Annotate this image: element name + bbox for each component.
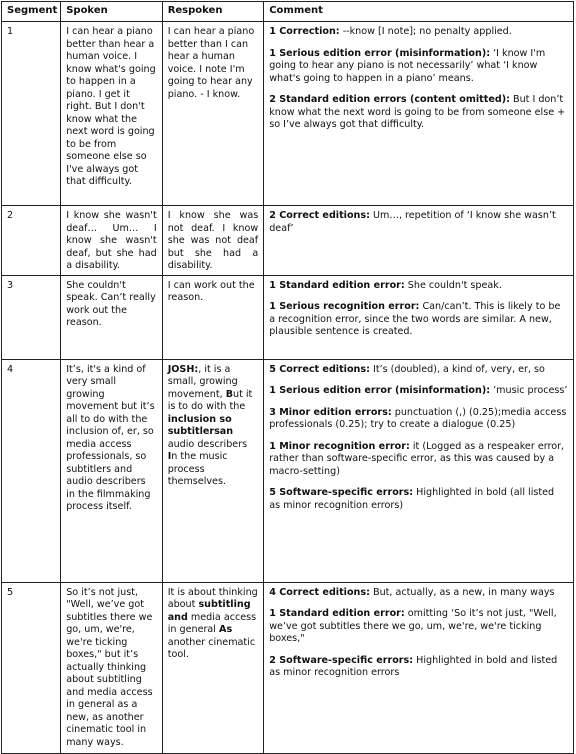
- comment-label: 1 Standard edition error:: [269, 608, 405, 619]
- comment-label: 1 Serious recognition error:: [269, 301, 420, 312]
- table-row: [2, 275, 574, 359]
- comment-text: --know [I note]; no penalty applied.: [339, 26, 512, 37]
- comment-text: it (Logged as a respeaker error, rather than software-specific error, as this was caused by a macro-setting): [269, 440, 565, 477]
- segment-cell: [2, 22, 61, 206]
- comment-entry: [269, 301, 568, 339]
- respoken-fragment: It is about thinking about: [167, 586, 258, 610]
- comment-entry: [269, 655, 568, 680]
- comment-label: 5 Software-specific errors:: [269, 487, 414, 498]
- header-comment: Comment: [264, 2, 574, 22]
- comment-label: 1 Serious edition error (misinformation):: [269, 385, 491, 396]
- comment-cell: [264, 206, 574, 276]
- table-row: [2, 22, 574, 206]
- comment-text: omitting ‘So it’s not just, "Well, we’ve got subtitles there we go, um, we're, we're ticking boxes,": [269, 608, 557, 644]
- respoken-fragment: n the music process themselves.: [167, 451, 228, 487]
- segment-number: 3: [7, 279, 14, 291]
- respoken-bold-fragment: subtitling and: [167, 599, 251, 623]
- respoken-bold-fragment: inclusion so subtitlersan: [167, 413, 234, 437]
- comment-text: But I don’t know what the next word is going to be from someone else + so I’ve always got that difficulty.: [269, 94, 566, 130]
- respoken-cell: [162, 582, 264, 753]
- segment-cell: [2, 206, 61, 276]
- comment-entry: [269, 608, 568, 646]
- respoken-text: I know she was not deaf. I know she was not deaf but she had a disability.: [167, 210, 259, 271]
- comment-text: She couldn't speak.: [404, 279, 502, 291]
- table-header-row: [2, 2, 574, 22]
- comment-text: ‘I know I'm going to hear any piano is not necessarily’ what ‘I know what's going to happen in a piano’ means.: [269, 47, 546, 84]
- comment-entry: [269, 441, 568, 479]
- comment-text: punctuation (,) (0.25);media access professionals (0.25); try to create a dialogue (0.25): [269, 406, 567, 430]
- respoken-bold-fragment: As: [219, 624, 233, 635]
- segment-cell: [2, 275, 61, 359]
- comment-label: 4 Correct editions:: [269, 586, 370, 598]
- respoken-fragment: audio describers: [167, 438, 248, 450]
- spoken-cell: [61, 275, 163, 359]
- respoken-text: [168, 587, 259, 662]
- segment-cell: [2, 359, 61, 582]
- respoken-text: I can work out the reason.: [167, 279, 255, 303]
- comment-entry: [269, 407, 568, 432]
- spoken-text: She couldn't speak. Can’t really work out the reason.: [66, 279, 156, 328]
- spoken-text: I can hear a piano better than hear a human voice. I know what's going to happen in a piano. I get it right. But I don't know what the next word is going to be from someone else so I've always got that difficulty.: [66, 26, 156, 187]
- header-respoken: Respoken: [162, 2, 264, 22]
- comment-text: It’s (doubled), a kind of, very, er, so: [369, 363, 545, 375]
- spoken-cell: [61, 359, 163, 582]
- comment-cell: [264, 22, 574, 206]
- comment-entry: [269, 26, 568, 39]
- comment-text: Um…, repetition of ‘I know she wasn’t deaf’: [269, 210, 556, 234]
- respoken-bold-fragment: B: [225, 388, 233, 400]
- comment-label: 2 Correct editions:: [269, 210, 370, 221]
- header-spoken: Spoken: [61, 2, 163, 22]
- respoken-bold-fragment: JOSH:: [167, 363, 199, 375]
- comment-label: 3 Minor edition errors:: [269, 406, 392, 418]
- respoken-fragment: another cinematic tool.: [167, 636, 256, 660]
- segment-number: 5: [7, 586, 14, 598]
- segment-number: 2: [7, 210, 14, 221]
- spoken-text: It’s, it's a kind of very small growing movement but it’s all to do with the inclusion of, er, so media access professionals, so subtitlers and audio describers in the filmmaking process itself.: [66, 363, 155, 512]
- comment-cell: [264, 359, 574, 582]
- comment-label: 1 Minor recognition error:: [269, 440, 410, 452]
- comment-cell: [264, 582, 574, 753]
- respoken-cell: [162, 206, 264, 276]
- comment-label: 1 Correction:: [269, 26, 340, 37]
- table-row: [2, 206, 574, 276]
- respoken-text: I can hear a piano better than I can hear a human voice. I note I'm going to hear any piano. - I know.: [167, 26, 255, 100]
- segment-number: 1: [7, 26, 14, 37]
- comment-text: Can/can’t. This is likely to be a recognition error, since the two words are similar. A new, plausible sentence is created.: [269, 301, 561, 337]
- comment-text: Highlighted in bold and listed as minor recognition errors: [269, 654, 558, 678]
- respoken-cell: [162, 22, 264, 206]
- comment-entry: [269, 587, 568, 600]
- respoken-bold-fragment: I: [167, 451, 172, 462]
- comment-cell: [264, 275, 574, 359]
- spoken-text: I know she wasn't deaf… Um… I know she wasn't deaf, but she had a disability.: [66, 210, 157, 271]
- respoken-cell: [162, 359, 264, 582]
- comment-label: 2 Standard edition errors (content omitted):: [269, 94, 510, 105]
- comment-label: 1 Standard edition error:: [269, 279, 405, 291]
- comment-entry: [269, 48, 568, 86]
- respoken-fragment: ut it is to do with the: [167, 388, 253, 412]
- comment-text: But, actually, as a new, in many ways: [369, 586, 555, 598]
- spoken-text: So it’s not just, "Well, we’ve got subtitles there we go, um, we're, we're ticking boxes," but it’s actually thinking about subtitling and media access in general as a new, as another cinematic tool in many ways.: [66, 586, 153, 748]
- comment-text: Highlighted in bold (all listed as minor recognition errors): [269, 487, 555, 511]
- comment-label: 1 Serious edition error (misinformation):: [269, 47, 491, 59]
- comment-entry: [269, 210, 568, 235]
- respoken-cell: [162, 275, 264, 359]
- segment-cell: [2, 582, 61, 753]
- spoken-cell: [61, 22, 163, 206]
- respoken-fragment: media access in general: [167, 611, 257, 635]
- respoken-text: [168, 364, 259, 489]
- spoken-cell: [61, 582, 163, 753]
- comment-entry: [269, 94, 568, 132]
- table-row: [2, 582, 574, 753]
- comment-entry: [269, 487, 568, 512]
- comment-entry: [269, 280, 568, 293]
- comment-text: ’music process’: [490, 385, 568, 396]
- segment-number: 4: [7, 363, 14, 375]
- comment-label: 2 Software-specific errors:: [269, 654, 414, 666]
- error-analysis-table: [1, 1, 574, 754]
- table-row: [2, 359, 574, 582]
- respoken-fragment: , it is a small, growing movement,: [167, 363, 238, 400]
- spoken-cell: [61, 206, 163, 276]
- header-segment: Segment: [2, 2, 61, 22]
- comment-entry: [269, 385, 568, 398]
- comment-label: 5 Correct editions:: [269, 363, 370, 375]
- comment-entry: [269, 364, 568, 377]
